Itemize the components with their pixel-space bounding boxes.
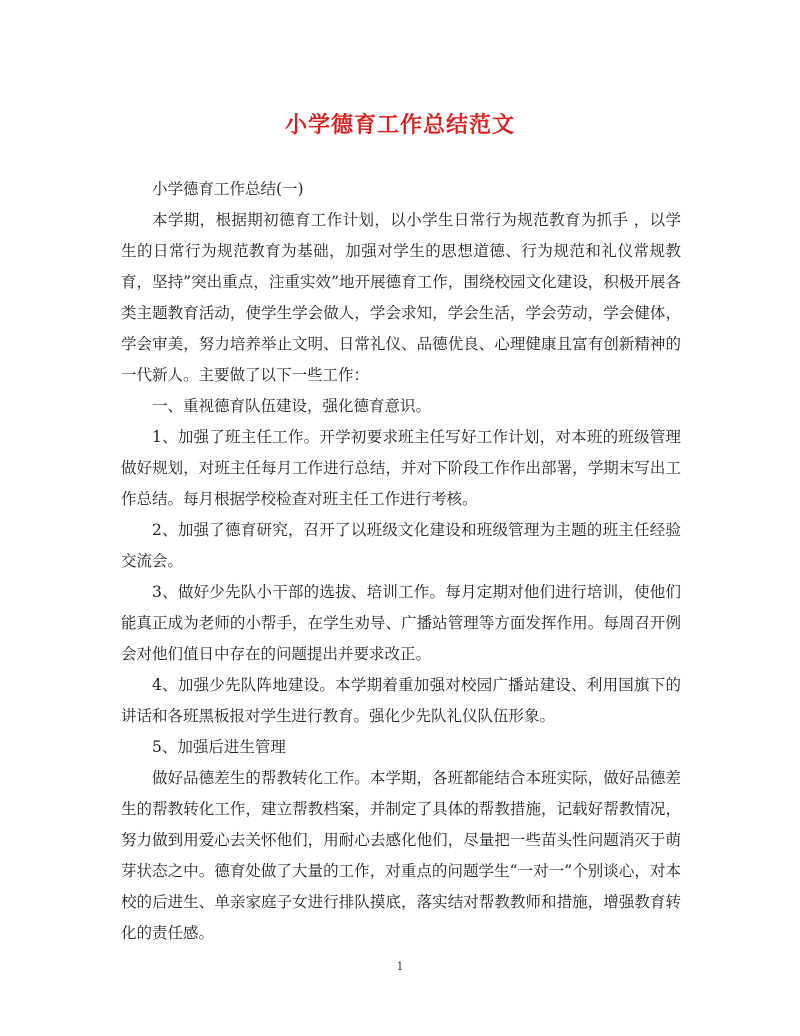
- page-number: 1: [396, 960, 404, 973]
- body-paragraph: 4、加强少先队阵地建设。本学期着重加强对校园广播站建设、利用国旗下的讲话和各班黑板报对学生进行教育。强化少先队礼仪队伍形象。: [121, 676, 681, 725]
- document-title: 小学德育工作总结范文: [284, 112, 515, 138]
- section-heading: 一、重视德育队伍建设，强化德育意识。: [152, 397, 432, 415]
- section-heading: 5、加强后进生管理: [152, 738, 286, 756]
- body-paragraph: 3、做好少先队小干部的选拔、培训工作。每月定期对他们进行培训，使他们能真正成为老师的小帮手，在学生劝导、广播站管理等方面发挥作用。每周召开例会对他们值日中存在的问题提出并要求改正。: [121, 583, 681, 663]
- body-paragraph: 1、加强了班主任工作。开学初要求班主任写好工作计划，对本班的班级管理做好规划，对班主任每月工作进行总结，并对下阶段工作作出部署，学期末写出工作总结。每月根据学校检查对班主任工作进行考核。: [121, 428, 681, 508]
- intro-paragraph: 本学期，根据期初德育工作计划，以小学生日常行为规范教育为抓手 ，以学生的日常行为规范教育为基础，加强对学生的思想道德、行为规范和礼仪常规教育，坚持”突出重点，注重实效”地开展德育工作，围绕校园文化建设，积极开展各类主题教育活动，使学生学会做人，学会求知，学会生活，学会劳动，学会健体，学会审美，努力培养举止文明、日常礼仪、品德优良、心理健康且富有创新精神的一代新人。主要做了以下一些工作：: [121, 211, 681, 384]
- section-heading: 小学德育工作总结(一): [152, 180, 304, 198]
- body-paragraph: 2、加强了德育研究，召开了以班级文化建设和班级管理为主题的班主任经验交流会。: [121, 521, 681, 570]
- document-body: [121, 174, 681, 949]
- body-paragraph: 做好品德差生的帮教转化工作。本学期，各班都能结合本班实际，做好品德差生的帮教转化工作，建立帮教档案，并制定了具体的帮教措施，记载好帮教情况，努力做到用爱心去关怀他们，用耐心去感化他们，尽量把一些苗头性问题消灭于萌芽状态之中。德育处做了大量的工作，对重点的问题学生“一对一”个别谈心，对本校的后进生、单亲家庭子女进行排队摸底，落实结对帮教教师和措施，增强教育转化的责任感。: [121, 769, 681, 942]
